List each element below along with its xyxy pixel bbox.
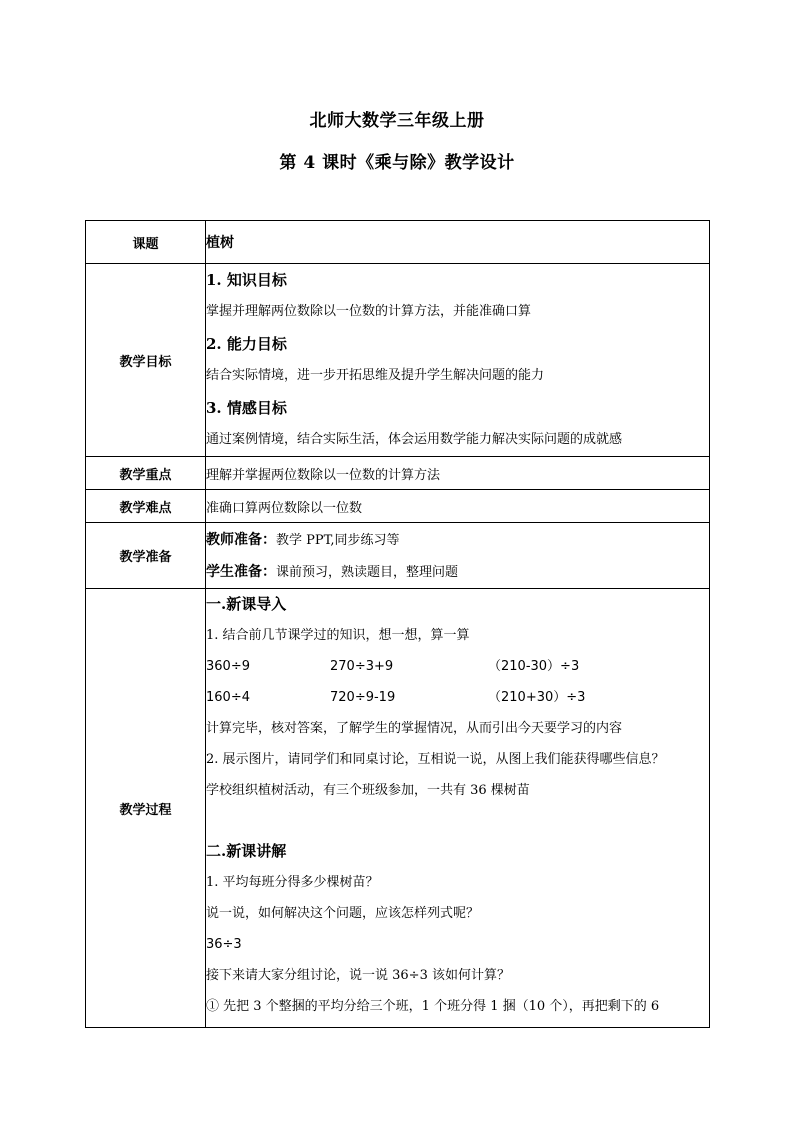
label-difficulties: 教学难点 [86, 490, 206, 523]
label-topic: 课题 [86, 221, 206, 264]
section-1-title: 一.新课导入 [206, 595, 287, 613]
objective-text-2: 结合实际情境，进一步开拓思维及提升学生解决问题的能力 [206, 368, 545, 383]
teacher-prep-label: 教师准备： [206, 531, 276, 548]
row-topic [86, 221, 710, 264]
calc-item: （210+30）÷3 [488, 690, 586, 705]
section-1-line-4: 学校组织植树活动，有三个班级参加，一共有 36 棵树苗 [206, 783, 530, 798]
calc-item: 270÷3+9 [330, 659, 394, 674]
page-subtitle: 第 4 课时《乘与除》教学设计 [279, 153, 515, 173]
teacher-prep-text: 教学 PPT,同步练习等 [276, 532, 400, 548]
value-objectives [206, 264, 710, 457]
spacer [206, 806, 709, 836]
objective-heading-1: 1. 知识目标 [206, 271, 287, 289]
calc-row-2 [206, 682, 709, 713]
section-1-line-3: 2. 展示图片，请同学们和同桌讨论，互相说一说，从图上我们能获得哪些信息？ [206, 752, 665, 767]
value-key-points: 理解并掌握两位数除以一位数的计算方法 [206, 457, 710, 490]
value-topic [206, 221, 710, 264]
section-2-line-2: 说一说，如何解决这个问题，应该怎样列式呢？ [206, 906, 480, 921]
student-prep-label: 学生准备： [206, 563, 276, 580]
student-preparation [206, 556, 709, 588]
value-preparation [206, 523, 710, 589]
lesson-plan-table [85, 220, 710, 1028]
section-2-title: 二.新课讲解 [206, 842, 287, 860]
section-1-line-2: 计算完毕，核对答案，了解学生的掌握情况，从而引出今天要学习的内容 [206, 721, 623, 736]
calc-row-1 [206, 651, 709, 682]
objective-text-1: 掌握并理解两位数除以一位数的计算方法，并能准确口算 [206, 304, 532, 319]
topic-text: 植树 [206, 235, 234, 251]
row-preparation [86, 523, 710, 589]
teacher-preparation [206, 524, 709, 556]
label-preparation: 教学准备 [86, 523, 206, 589]
section-2-line-4: 接下来请大家分组讨论，说一说 36÷3 该如何计算？ [206, 968, 510, 983]
label-objectives: 教学目标 [86, 264, 206, 457]
section-2-line-3: 36÷3 [206, 937, 242, 952]
calc-item: （210-30）÷3 [488, 659, 580, 674]
objective-heading-2: 2. 能力目标 [206, 335, 287, 353]
row-key-points [86, 457, 710, 490]
objective-text-3: 通过案例情境，结合实际生活，体会运用数学能力解决实际问题的成就感 [206, 432, 623, 447]
calc-item: 160÷4 [206, 690, 250, 705]
row-process [86, 589, 710, 1028]
calc-item: 720÷9-19 [330, 690, 396, 705]
calc-item: 360÷9 [206, 659, 250, 674]
section-2-line-1: 1. 平均每班分得多少棵树苗？ [206, 875, 379, 890]
page-title: 北师大数学三年级上册 [309, 111, 485, 131]
section-2-line-5: ① 先把 3 个整捆的平均分给三个班，1 个班分得 1 捆（10 个），再把剩下的 6 [206, 999, 660, 1014]
objective-heading-3: 3. 情感目标 [206, 399, 287, 417]
row-objectives [86, 264, 710, 457]
value-process [206, 589, 710, 1028]
row-difficulties [86, 490, 710, 523]
student-prep-text: 课前预习，熟读题目，整理问题 [276, 564, 459, 580]
label-process: 教学过程 [86, 589, 206, 1028]
section-1-line-1: 1. 结合前几节课学过的知识，想一想，算一算 [206, 628, 470, 643]
label-key-points: 教学重点 [86, 457, 206, 490]
value-difficulties: 准确口算两位数除以一位数 [206, 490, 710, 523]
